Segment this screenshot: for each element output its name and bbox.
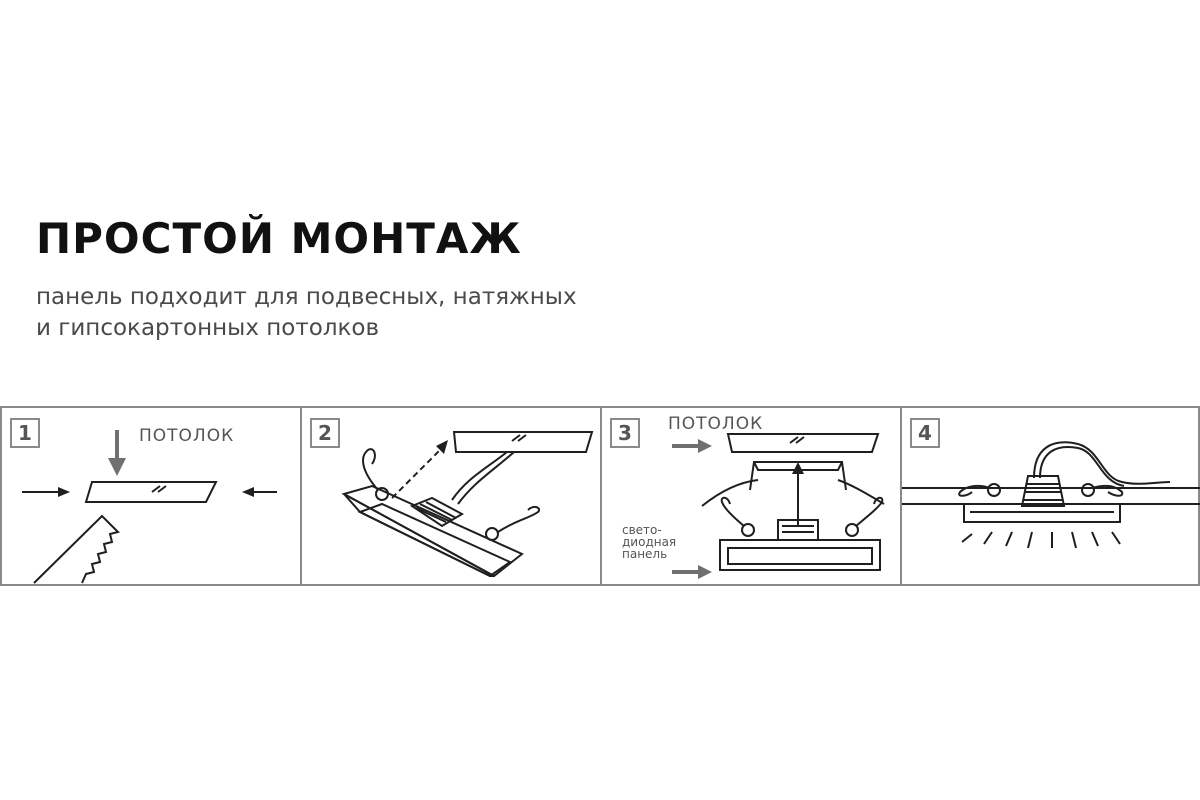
driver-box-icon (1022, 476, 1064, 506)
ceiling-label: ПОТОЛОК (668, 414, 764, 434)
spring-clip-icon (702, 480, 884, 536)
led-panel-label-line-1: свето- (622, 523, 662, 537)
right-arrow-icon (672, 439, 712, 453)
step-3-illustration (602, 408, 904, 588)
left-arrow-icon (242, 487, 277, 497)
ceiling-label: ПОТОЛОК (139, 426, 235, 446)
ceiling-panel-icon (728, 434, 878, 452)
step-number-2: 2 (310, 418, 340, 448)
wire-icon (452, 452, 507, 500)
step-panel-2 (300, 406, 602, 586)
spring-clip-icon (959, 484, 1122, 496)
led-panel-icon (720, 540, 880, 570)
step-2-illustration (302, 408, 604, 588)
step-panel-1 (0, 406, 302, 586)
step-number-1: 1 (10, 418, 40, 448)
step-1-illustration (2, 408, 304, 588)
up-arrow-icon (792, 462, 804, 526)
page-title: ПРОСТОЙ МОНТАЖ (36, 214, 522, 263)
ceiling-panel-icon (454, 432, 592, 452)
ceiling-line-icon (902, 488, 1200, 504)
step-panel-3 (600, 406, 902, 586)
subtitle-line-1: панель подходит для подвесных, натяжных (36, 284, 577, 310)
installation-steps (0, 406, 1200, 586)
dashed-arrow-icon (392, 440, 448, 498)
subtitle-line-2: и гипсокартонных потолков (36, 315, 380, 341)
right-arrow-icon (22, 487, 70, 497)
down-arrow-icon (108, 430, 126, 476)
step-number-4: 4 (910, 418, 940, 448)
step-panel-4 (900, 406, 1200, 586)
led-panel-label-line-3: панель (622, 547, 668, 561)
right-arrow-icon (672, 565, 712, 579)
step-4-illustration (902, 408, 1200, 588)
panel-template-icon (86, 482, 216, 502)
page-subtitle (36, 282, 796, 344)
saw-icon (34, 516, 118, 583)
led-panel-label-line-2: диодная (622, 535, 677, 549)
step-number-3: 3 (610, 418, 640, 448)
light-rays-icon (962, 532, 1120, 548)
